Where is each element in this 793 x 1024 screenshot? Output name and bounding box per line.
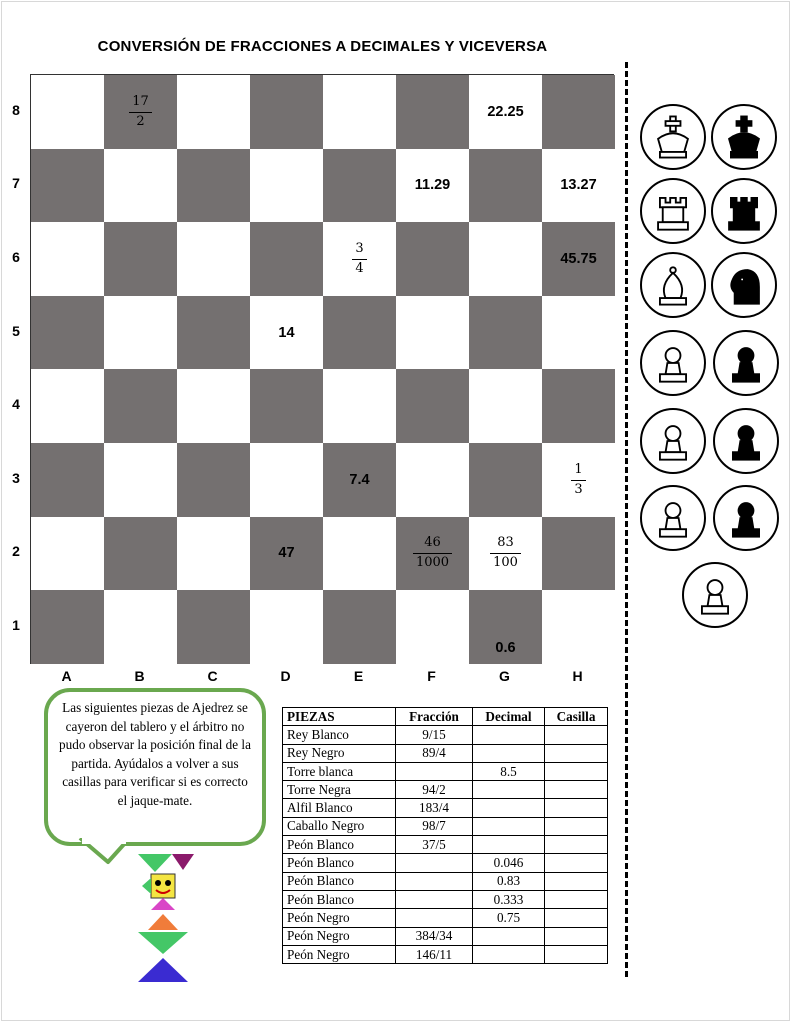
piece-name-cell: Torre Negra: [283, 781, 396, 799]
square-f8: [396, 75, 469, 149]
instructions-bubble: [44, 688, 266, 846]
square-answer-cell[interactable]: [545, 945, 608, 963]
square-e5: [323, 296, 396, 370]
fraction-b8: [129, 94, 152, 131]
square-c8: [177, 75, 250, 149]
square-a6: [31, 222, 104, 296]
square-answer-cell[interactable]: [545, 799, 608, 817]
decimal-cell: [473, 817, 545, 835]
fraction-f2: [413, 535, 452, 572]
black-pawn-icon: [713, 408, 779, 474]
square-value: 7.4: [349, 471, 370, 488]
square-answer-cell[interactable]: [545, 890, 608, 908]
rank-label: 7: [12, 175, 20, 192]
square-g7: [469, 149, 542, 223]
square-f4: [396, 369, 469, 443]
file-label: B: [134, 668, 145, 684]
rank-label: 8: [12, 101, 20, 118]
table-row: [283, 872, 608, 890]
square-a8: [31, 75, 104, 149]
pieces-table: [282, 707, 608, 964]
fraction-numerator: 1: [574, 461, 583, 477]
square-g5: [469, 296, 542, 370]
square-answer-cell[interactable]: [545, 909, 608, 927]
instructions-text: Las siguientes piezas de Ajedrez se cayeron del tablero y el árbitro no pudo observar la posición final de la partida. Ayúdalos a volver a sus casillas para verificar si es correcto el jaque-mate.: [59, 700, 251, 808]
square-answer-cell[interactable]: [545, 744, 608, 762]
square-b8: [104, 75, 177, 149]
black-knight-icon: [711, 252, 777, 318]
square-h7: [542, 149, 615, 223]
square-e8: [323, 75, 396, 149]
square-answer-cell[interactable]: [545, 781, 608, 799]
square-answer-cell[interactable]: [545, 872, 608, 890]
column-header-fraccion: Fracción: [396, 708, 473, 726]
piece-name-cell: Peón Blanco: [283, 890, 396, 908]
decimal-cell: 0.83: [473, 872, 545, 890]
square-b2: [104, 517, 177, 591]
square-e2: [323, 517, 396, 591]
piece-name-cell: Rey Blanco: [283, 726, 396, 744]
square-e3: [323, 443, 396, 517]
square-answer-cell[interactable]: [545, 762, 608, 780]
table-row: [283, 744, 608, 762]
fraction-cell: [396, 854, 473, 872]
square-h3: [542, 443, 615, 517]
rank-label: 4: [12, 396, 20, 413]
fraction-denominator: 1000: [415, 555, 450, 571]
piece-name-cell: Peón Negro: [283, 945, 396, 963]
fraction-numerator: 3: [355, 240, 364, 256]
square-value: 22.25: [487, 103, 524, 120]
rank-label: 3: [12, 469, 20, 486]
decimal-cell: 0.75: [473, 909, 545, 927]
file-label: D: [280, 668, 291, 684]
square-a3: [31, 443, 104, 517]
square-c7: [177, 149, 250, 223]
table-row: [283, 909, 608, 927]
square-c2: [177, 517, 250, 591]
fraction-cell: 146/11: [396, 945, 473, 963]
table-row: [283, 781, 608, 799]
piece-name-cell: Rey Negro: [283, 744, 396, 762]
square-d6: [250, 222, 323, 296]
black-pawn-icon: [713, 330, 779, 396]
fraction-e6: [352, 241, 366, 278]
rank-label: 1: [12, 617, 20, 633]
fraction-cell: 37/5: [396, 836, 473, 854]
piece-name-cell: Peón Negro: [283, 927, 396, 945]
square-b3: [104, 443, 177, 517]
square-b4: [104, 369, 177, 443]
square-e7: [323, 149, 396, 223]
square-answer-cell[interactable]: [545, 927, 608, 945]
square-value: 47: [278, 545, 295, 562]
table-row: [283, 836, 608, 854]
fraction-numerator: 46: [424, 535, 441, 551]
piece-name-cell: Peón Blanco: [283, 872, 396, 890]
square-c5: [177, 296, 250, 370]
decimal-cell: 0.046: [473, 854, 545, 872]
black-rook-icon: [711, 178, 777, 244]
fraction-cell: 89/4: [396, 744, 473, 762]
piece-name-cell: Alfil Blanco: [283, 799, 396, 817]
table-row: [283, 854, 608, 872]
square-d8: [250, 75, 323, 149]
table-header-row: [283, 708, 608, 726]
square-answer-cell[interactable]: [545, 854, 608, 872]
white-pawn-icon: [640, 408, 706, 474]
square-e4: [323, 369, 396, 443]
square-g8: [469, 75, 542, 149]
file-label: E: [353, 668, 364, 684]
square-c3: [177, 443, 250, 517]
rank-label: 5: [12, 322, 20, 339]
square-d4: [250, 369, 323, 443]
fraction-cell: [396, 909, 473, 927]
decimal-cell: 8.5: [473, 762, 545, 780]
square-answer-cell[interactable]: [545, 817, 608, 835]
square-f5: [396, 296, 469, 370]
piece-name-cell: Peón Blanco: [283, 836, 396, 854]
file-label: A: [61, 668, 72, 684]
square-b5: [104, 296, 177, 370]
table-row: [283, 762, 608, 780]
square-b1: [104, 590, 177, 664]
square-d7: [250, 149, 323, 223]
fraction-numerator: 17: [132, 93, 149, 109]
piece-name-cell: Peón Blanco: [283, 854, 396, 872]
square-a5: [31, 296, 104, 370]
chess-board: [30, 74, 614, 664]
square-h6: [542, 222, 615, 296]
fraction-cell: 384/34: [396, 927, 473, 945]
decimal-cell: [473, 945, 545, 963]
fraction-denominator: 3: [574, 481, 583, 497]
file-label: C: [207, 668, 218, 684]
white-rook-icon: [640, 178, 706, 244]
square-h8: [542, 75, 615, 149]
decimal-cell: 0.333: [473, 890, 545, 908]
square-f3: [396, 443, 469, 517]
square-g2: [469, 517, 542, 591]
page-title: CONVERSIÓN DE FRACCIONES A DECIMALES Y VICEVERSA: [97, 38, 548, 55]
tangram-mascot-icon: [138, 854, 194, 986]
square-answer-cell[interactable]: [545, 726, 608, 744]
fraction-cell: 98/7: [396, 817, 473, 835]
square-a7: [31, 149, 104, 223]
table-row: [283, 726, 608, 744]
black-pawn-icon: [713, 485, 779, 551]
square-g4: [469, 369, 542, 443]
square-h2: [542, 517, 615, 591]
square-h5: [542, 296, 615, 370]
square-g3: [469, 443, 542, 517]
fraction-cell: 94/2: [396, 781, 473, 799]
square-value: 45.75: [560, 250, 597, 267]
fraction-cell: 183/4: [396, 799, 473, 817]
column-header-casilla: Casilla: [545, 708, 608, 726]
square-value: 14: [278, 324, 295, 341]
decimal-cell: [473, 799, 545, 817]
decimal-cell: [473, 927, 545, 945]
square-d3: [250, 443, 323, 517]
square-d2: [250, 517, 323, 591]
fraction-cell: [396, 890, 473, 908]
table-row: [283, 890, 608, 908]
square-e1: [323, 590, 396, 664]
dashed-divider: [625, 62, 628, 977]
white-pawn-icon: [682, 562, 748, 628]
square-e6: [323, 222, 396, 296]
square-f1: [396, 590, 469, 664]
square-f2: [396, 517, 469, 591]
column-header-decimal: Decimal: [473, 708, 545, 726]
file-label: F: [427, 668, 436, 684]
square-f6: [396, 222, 469, 296]
square-answer-cell[interactable]: [545, 836, 608, 854]
file-label: H: [572, 668, 583, 684]
piece-name-cell: Caballo Negro: [283, 817, 396, 835]
white-bishop-icon: [640, 252, 706, 318]
table-row: [283, 799, 608, 817]
square-g6: [469, 222, 542, 296]
piece-name-cell: Torre blanca: [283, 762, 396, 780]
piece-name-cell: Peón Negro: [283, 909, 396, 927]
fraction-denominator: 100: [493, 555, 518, 571]
square-b7: [104, 149, 177, 223]
fraction-denominator: 2: [136, 113, 145, 129]
square-d5: [250, 296, 323, 370]
square-h4: [542, 369, 615, 443]
square-h1: [542, 590, 615, 664]
decimal-cell: [473, 726, 545, 744]
decimal-cell: [473, 836, 545, 854]
square-f7: [396, 149, 469, 223]
black-king-icon: [711, 104, 777, 170]
rank-label: 2: [12, 543, 20, 560]
table-row: [283, 927, 608, 945]
square-value: 0.6: [495, 639, 516, 656]
decimal-cell: [473, 744, 545, 762]
fraction-denominator: 4: [355, 260, 364, 276]
square-c6: [177, 222, 250, 296]
white-pawn-icon: [640, 485, 706, 551]
white-pawn-icon: [640, 330, 706, 396]
fraction-h3: [571, 462, 585, 499]
fraction-cell: [396, 872, 473, 890]
square-value: 11.29: [414, 177, 451, 194]
file-label: G: [499, 668, 510, 684]
square-g1: [469, 590, 542, 664]
square-a1: [31, 590, 104, 664]
square-a4: [31, 369, 104, 443]
fraction-g2: [490, 535, 521, 572]
decimal-cell: [473, 781, 545, 799]
square-d1: [250, 590, 323, 664]
square-value: 13.27: [560, 177, 597, 194]
square-c4: [177, 369, 250, 443]
square-c1: [177, 590, 250, 664]
table-row: [283, 817, 608, 835]
fraction-cell: 9/15: [396, 726, 473, 744]
rank-label: 6: [12, 249, 20, 265]
fraction-cell: [396, 762, 473, 780]
square-a2: [31, 517, 104, 591]
white-king-icon: [640, 104, 706, 170]
column-header-piezas: PIEZAS: [283, 708, 396, 726]
square-b6: [104, 222, 177, 296]
table-row: [283, 945, 608, 963]
fraction-numerator: 83: [497, 535, 514, 551]
